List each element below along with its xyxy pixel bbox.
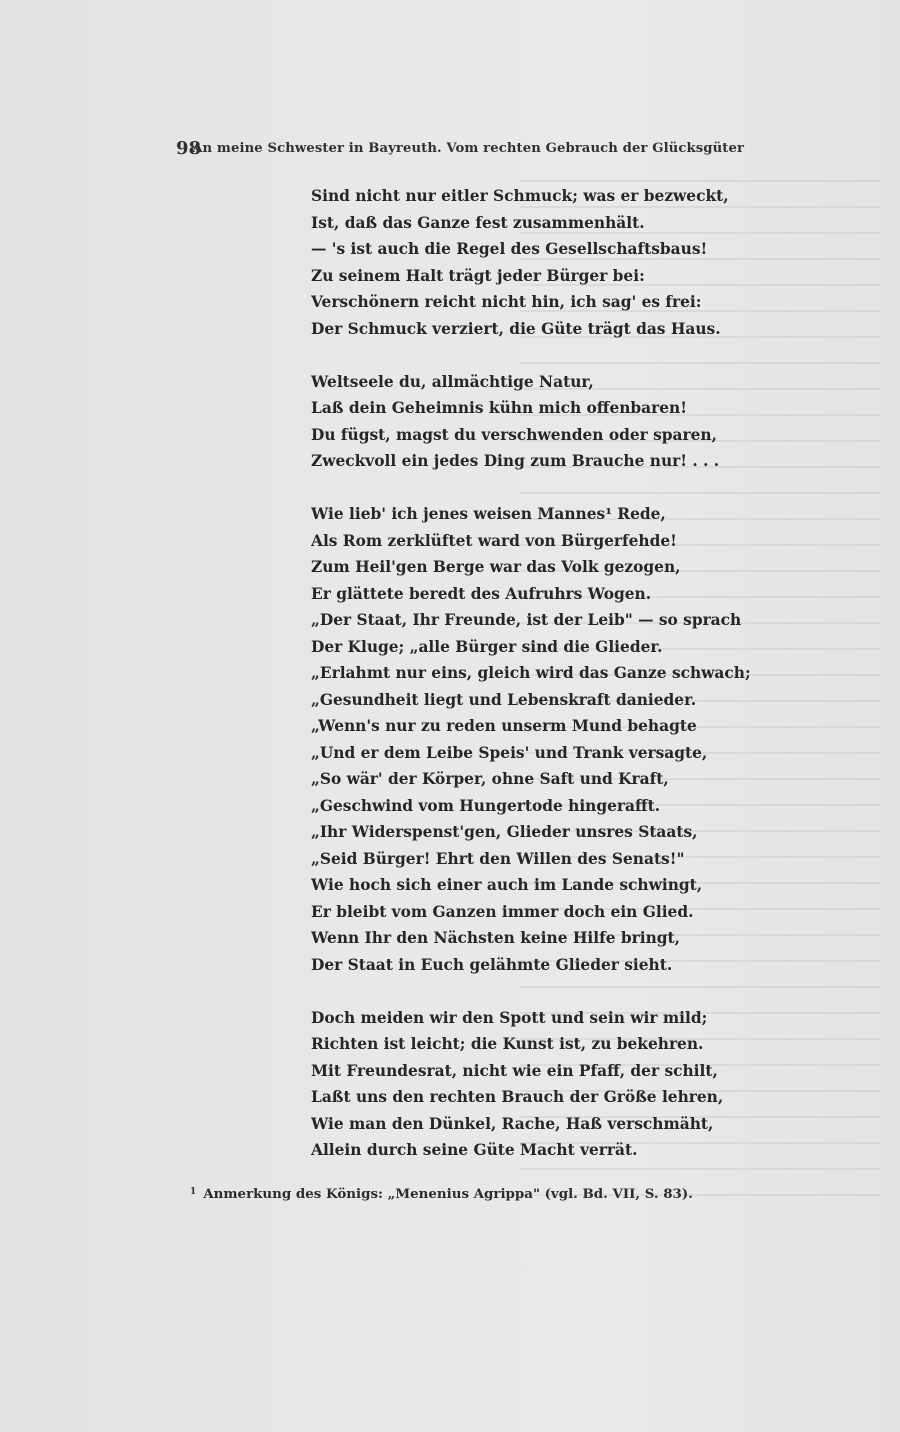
- verse-line: Zum Heil'gen Berge war das Volk gezogen,: [311, 558, 681, 576]
- page-header: [176, 138, 744, 164]
- verse-line: „Wenn's nur zu reden unserm Mund behagte: [311, 717, 697, 735]
- verse-line: Zu seinem Halt trägt jeder Bürger bei:: [311, 266, 645, 285]
- stanza: [311, 501, 751, 978]
- verse-line: „Geschwind vom Hungertode hingerafft.: [311, 796, 661, 815]
- footnote-marker: 1: [190, 1187, 197, 1197]
- verse-line: Laßt uns den rechten Brauch der Größe lehren,: [311, 1088, 724, 1106]
- verse-line: „Gesundheit liegt und Lebenskraft danieder.: [311, 690, 697, 709]
- verse-line: „So wär' der Körper, ohne Saft und Kraft,: [311, 770, 669, 788]
- verse-line: Der Schmuck verziert, die Güte trägt das Haus.: [311, 319, 721, 338]
- verse-line: Er bleibt vom Ganzen immer doch ein Glied.: [311, 902, 694, 921]
- verse-line: Wie lieb' ich jenes weisen Mannes¹ Rede,: [311, 505, 666, 523]
- verse-line: Zweckvoll ein jedes Ding zum Brauche nur! . . .: [311, 452, 720, 470]
- footnote-text: Anmerkung des Königs: „Menenius Agrippa" (vgl. Bd. VII, S. 83).: [203, 1186, 693, 1202]
- verse-line: Du fügst, magst du verschwenden oder sparen,: [311, 425, 717, 444]
- verse-line: Er glättete beredt des Aufruhrs Wogen.: [311, 584, 652, 603]
- verse-line: Weltseele du, allmächtige Natur,: [311, 372, 594, 391]
- verse-line: „Seid Bürger! Ehrt den Willen des Senats!": [311, 849, 685, 868]
- running-head: An meine Schwester in Bayreuth. Vom rechten Gebrauch der Glücksgüter: [192, 141, 744, 156]
- verse-line: Verschönern reicht nicht hin, ich sag' es frei:: [311, 293, 702, 311]
- verse-line: „Erlahmt nur eins, gleich wird das Ganze schwach;: [311, 664, 751, 682]
- verse-line: Laß dein Geheimnis kühn mich offenbaren!: [311, 399, 688, 417]
- footnote: [190, 1186, 693, 1202]
- poem-body: [311, 183, 751, 1190]
- page-number: 98: [176, 138, 202, 159]
- stanza: [311, 183, 731, 342]
- verse-line: „Der Staat, Ihr Freunde, ist der Leib" — so sprach: [311, 611, 742, 629]
- verse-line: Wie man den Dünkel, Rache, Haß verschmäht,: [311, 1114, 714, 1133]
- stanza: [311, 1005, 731, 1164]
- verse-line: Der Staat in Euch gelähmte Glieder sieht.: [311, 955, 673, 974]
- verse-line: Der Kluge; „alle Bürger sind die Glieder.: [311, 637, 663, 656]
- verse-line: Allein durch seine Güte Macht verrät.: [311, 1141, 638, 1159]
- verse-line: Richten ist leicht; die Kunst ist, zu bekehren.: [311, 1035, 704, 1053]
- verse-line: Als Rom zerklüftet ward von Bürgerfehde!: [311, 531, 677, 550]
- verse-line: Wenn Ihr den Nächsten keine Hilfe bringt,: [311, 929, 681, 947]
- verse-line: Sind nicht nur eitler Schmuck; was er bezweckt,: [311, 187, 729, 205]
- verse-line: „Ihr Widerspenst'gen, Glieder unsres Staats,: [311, 823, 698, 841]
- verse-line: Wie hoch sich einer auch im Lande schwingt,: [311, 876, 703, 894]
- stanza: [311, 369, 731, 475]
- verse-line: Mit Freundesrat, nicht wie ein Pfaff, der schilt,: [311, 1061, 718, 1080]
- verse-line: — 's ist auch die Regel des Gesellschaftsbaus!: [311, 240, 708, 258]
- verse-line: Doch meiden wir den Spott und sein wir mild;: [311, 1008, 708, 1027]
- verse-line: „Und er dem Leibe Speis' und Trank versagte,: [311, 743, 708, 762]
- verse-line: Ist, daß das Ganze fest zusammenhält.: [311, 213, 645, 232]
